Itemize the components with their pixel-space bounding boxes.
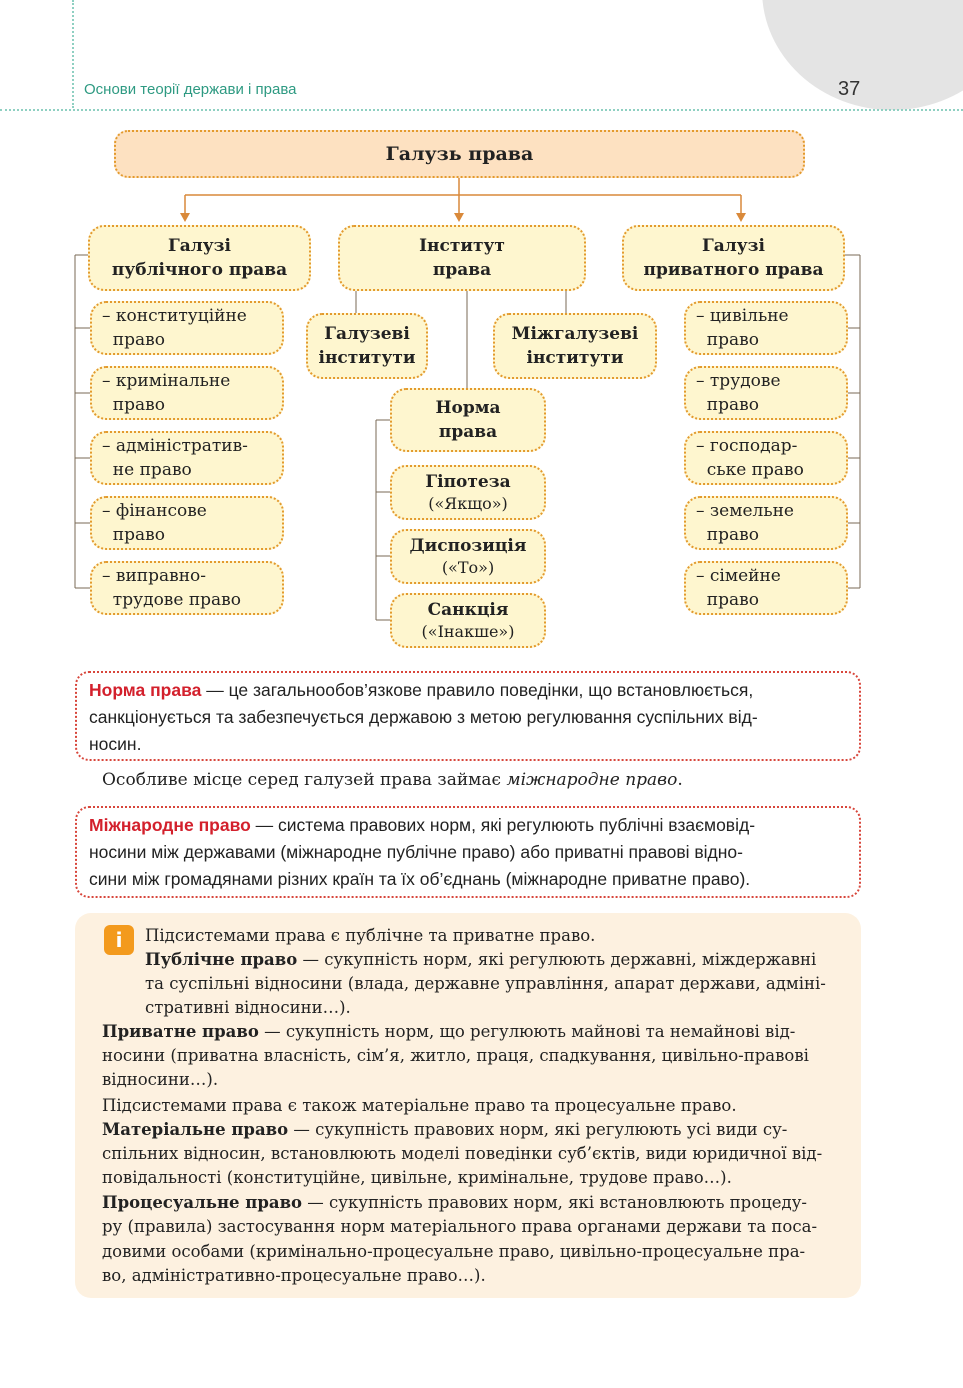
public-item: – кримінальне право [90,366,284,420]
info-line: повідальності (конституційне, цивільне, кримінальне, трудове право…). [102,1168,732,1187]
info-line: спільних відносин, встановлюють моделі поведінки суб’єктів, види юридичної від- [102,1144,823,1163]
info-line: стративні відносини…). [145,998,351,1017]
public-item: – конституційне право [90,301,284,355]
info-line: ру (правила) застосування норм матеріального права органами держави та поса- [102,1217,818,1236]
info-line: Підсистемами права є також матеріальне право та процесуальне право. [102,1096,737,1115]
paragraph: Особливе місце серед галузей права займає міжнародне право. [102,770,683,790]
branch-institutes-node: Галузеві інститути [306,313,428,379]
private-item: – господар- ське право [684,431,848,485]
private-item: – трудове право [684,366,848,420]
public-item: – виправно- трудове право [90,561,284,615]
info-line: Підсистемами права є публічне та приватне право. [145,926,596,945]
private-item: – земельне право [684,496,848,550]
norm-part-disposition: Диспозиція («То») [390,529,546,584]
info-line: довими особами (кримінально-процесуальне право, цивільно-процесуальне пра- [102,1242,806,1261]
public-item: – адміністратив- не право [90,431,284,485]
public-item: – фінансове право [90,496,284,550]
institute-node: Інститут права [338,225,586,291]
info-line: відносини…). [102,1070,219,1089]
public-law-node: Галузі публічного права [88,225,311,291]
info-line: Процесуальне право — сукупність правових норм, які встановлюють процеду- [102,1193,807,1212]
private-item: – сімейне право [684,561,848,615]
norm-part-hypothesis: Гіпотеза («Якщо») [390,465,546,520]
page-number: 37 [838,78,861,100]
info-line: Матеріальне право — сукупність правових норм, які регулюють усі види су- [102,1120,788,1139]
info-line: та суспільні відносини (влада, державне управління, апарат держави, адміні- [145,974,826,993]
info-line: Публічне право — сукупність норм, які регулюють державні, міждержавні [145,950,817,969]
definition-international-law: Міжнародне право — система правових норм, які регулюють публічні взаємовід- носини між державами (міжнародне публічне право) або приватні правові відно- сини між громадянами різних країн та їх об’єднань (міжнародне приватне право). [75,806,861,898]
private-law-node: Галузі приватного права [622,225,845,291]
info-icon: i [104,925,134,955]
root-node: Галузь права [114,130,805,178]
info-line: носини (приватна власність, сім’я, житло, праця, спадкування, цивільно-правові [102,1046,809,1065]
definition-term: Міжнародне право [89,815,251,835]
info-line: Приватне право — сукупність норм, що регулюють майнові та немайнові від- [102,1022,796,1041]
private-item: – цивільне право [684,301,848,355]
running-header: Основи теорії держави і права [84,81,297,98]
inter-branch-institutes-node: Міжгалузеві інститути [493,313,657,379]
info-line: во, адміністративно-процесуальне право…). [102,1266,486,1285]
definition-term: Норма права [89,680,202,700]
definition-legal-norm: Норма права — це загальнообов’язкове правило поведінки, що встановлюється, санкціонується та забезпечується державою з метою регулювання суспільних від- носин. [75,671,861,761]
norm-part-sanction: Санкція («Інакше») [390,593,546,648]
norm-node: Норма права [390,388,546,452]
